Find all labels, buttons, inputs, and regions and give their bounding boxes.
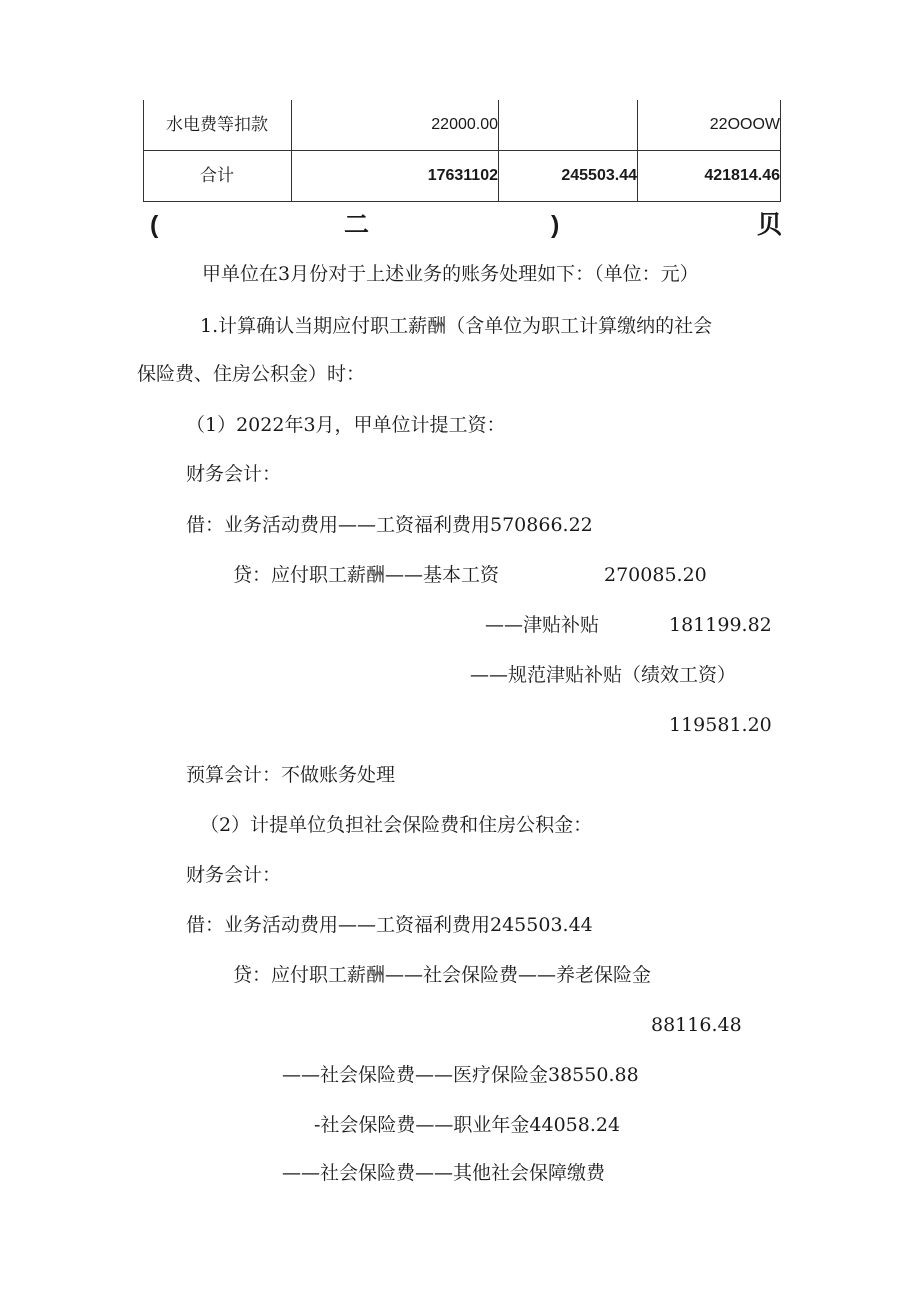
cell-value: 245503.44: [561, 167, 637, 184]
budget-accounting-line: 预算会计：不做账务处理: [186, 764, 396, 786]
journal-debit-line: 借：业务活动费用——工资福利费用245503.44: [186, 914, 593, 936]
financial-accounting-label: 财务会计：: [186, 463, 282, 485]
journal-credit-line: 贷：应付职工薪酬——基本工资: [233, 564, 500, 586]
table-row: [143, 100, 781, 150]
journal-credit-subline: ——规范津贴补贴（绩效工资）: [470, 664, 737, 686]
journal-debit-line: 借：业务活动费用——工资福利费用570866.22: [186, 514, 593, 536]
credit-amount: 181199.82: [669, 614, 772, 636]
subsection-1-heading: （1）2022年3月，甲单位计提工资：: [186, 414, 506, 436]
cell-value: 421814.46: [704, 167, 780, 184]
step-1-heading-cont: 保险费、住房公积金）时：: [137, 363, 366, 385]
section-tail-char: 贝: [757, 211, 783, 239]
credit-amount: 88116.48: [651, 1014, 742, 1036]
subsection-2-heading: （2）计提单位负担社会保险费和住房公积金：: [200, 814, 593, 836]
cell-value: 22000.00: [431, 116, 498, 133]
credit-amount: 119581.20: [669, 714, 772, 736]
intro-paragraph: 甲单位在3月份对于上述业务的账务处理如下：（单位：元）: [202, 263, 699, 285]
section-paren-close: ): [551, 211, 560, 239]
journal-credit-line: 贷：应付职工薪酬——社会保险费——养老保险金: [233, 964, 652, 986]
cell-value: 22OOOW: [709, 116, 780, 133]
row-label: 合计: [200, 166, 234, 185]
section-paren-open: (: [150, 211, 159, 239]
table-border-bottom: [143, 201, 781, 202]
financial-accounting-label: 财务会计：: [186, 864, 282, 886]
section-numeral: 二: [344, 211, 370, 239]
step-1-heading: 1.计算确认当期应付职工薪酬（含单位为职工计算缴纳的社会: [200, 315, 713, 337]
journal-credit-subline: ——津贴补贴: [485, 614, 600, 636]
journal-credit-subline: ——社会保险费——医疗保险金38550.88: [282, 1064, 639, 1086]
cell-value: [499, 100, 637, 150]
row-label: 水电费等扣款: [166, 115, 268, 134]
journal-credit-subline: -社会保险费——职业年金44058.24: [314, 1114, 621, 1136]
journal-credit-subline: ——社会保险费——其他社会保障缴费: [282, 1162, 606, 1184]
table-row-total: [143, 151, 781, 201]
cell-value: 17631102: [427, 167, 498, 184]
deduction-table: [143, 100, 781, 202]
credit-amount: 270085.20: [604, 564, 707, 586]
